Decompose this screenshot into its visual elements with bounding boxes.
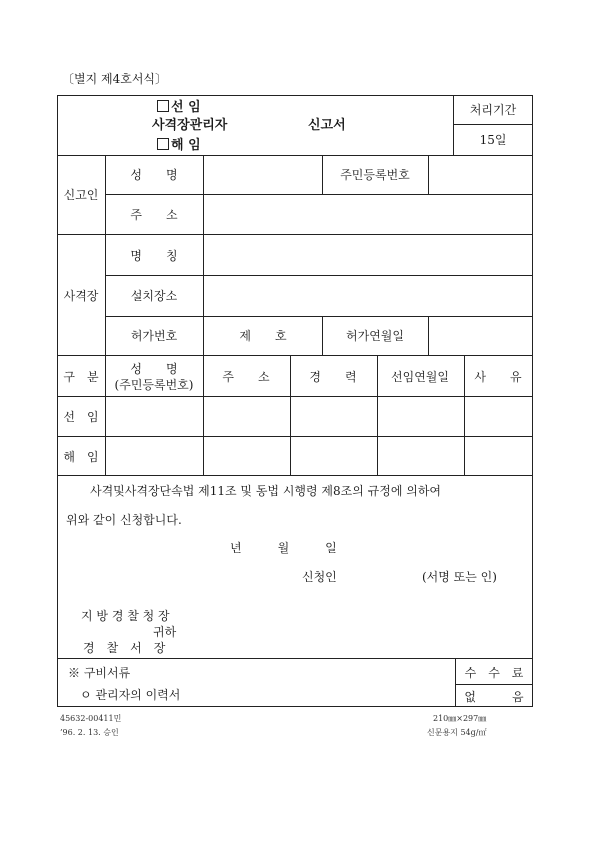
range-permit-date-label: 허가연월일 xyxy=(346,329,404,343)
row-label-dismiss: 해 임 xyxy=(63,450,99,464)
recipient-honorific: 귀하 xyxy=(153,625,177,639)
recipient-police-station: 경 찰 서 장 xyxy=(83,641,166,655)
processing-period-value: 15일 xyxy=(479,133,507,147)
col-header-type: 구 분 xyxy=(63,370,99,384)
table-row-dismiss[interactable] xyxy=(106,437,532,475)
range-permit-number-label: 허가번호 xyxy=(130,329,178,343)
range-name-field[interactable] xyxy=(204,235,532,275)
col-header-id: (주민등록번호) xyxy=(114,378,194,392)
statement-date: 년 월 일 xyxy=(230,541,337,555)
col-header-date: 선임연월일 xyxy=(391,370,449,384)
col-header-reason: 사 유 xyxy=(474,370,522,384)
title-report: 신고서 xyxy=(308,118,346,133)
range-permit-date-field[interactable] xyxy=(429,317,532,355)
table-row-appoint[interactable] xyxy=(106,397,532,436)
col-header-address: 주 소 xyxy=(222,370,270,384)
paper-size: 210㎜×297㎜ xyxy=(433,714,487,723)
reporter-address-label: 주 소 xyxy=(130,208,178,222)
recipient-provincial-police: 지 방 경 찰 청 장 xyxy=(81,609,170,623)
checkbox-icon[interactable] xyxy=(157,100,169,112)
fee-value: 없 음 xyxy=(464,690,524,704)
approval-date: ’96. 2. 13. 승인 xyxy=(60,728,119,737)
frame-top xyxy=(57,95,533,96)
col-header-career: 경 력 xyxy=(309,370,357,384)
reporter-name-field[interactable] xyxy=(204,156,322,194)
reporter-id-label: 주민등록번호 xyxy=(340,168,410,182)
frame-right xyxy=(532,95,533,707)
title-appoint-option[interactable]: 선 임 xyxy=(157,100,201,115)
col-header-name: 성 명 xyxy=(130,362,178,376)
applicant-label: 신청인 xyxy=(302,570,337,584)
statement-line-1: 사격및사격장단속법 제11조 및 동법 시행령 제8조의 규정에 의하여 xyxy=(90,484,441,498)
frame-left xyxy=(57,95,58,707)
form-code: 45632-00411민 xyxy=(60,714,122,723)
applicant-field[interactable] xyxy=(346,566,416,586)
range-name-label: 명 칭 xyxy=(130,249,178,263)
frame-bottom xyxy=(57,706,533,707)
range-section-label: 사격장 xyxy=(63,289,99,303)
range-permit-number-field[interactable]: 제 호 xyxy=(239,329,287,343)
processing-period-label: 처리기간 xyxy=(469,103,517,117)
title-main: 사격장관리자 xyxy=(152,118,228,133)
required-docs-label: ※ 구비서류 xyxy=(68,666,131,680)
paper-type: 신문용지 54g/㎡ xyxy=(427,728,487,737)
required-docs-item: ㅇ 관리자의 이력서 xyxy=(80,688,181,702)
reporter-section-label: 신고인 xyxy=(63,188,99,202)
title-dismiss-option[interactable]: 해 임 xyxy=(157,138,201,153)
form-number-label: 〔별지 제4호서식〕 xyxy=(62,72,168,86)
checkbox-icon[interactable] xyxy=(157,138,169,150)
statement-line-2: 위와 같이 신청합니다. xyxy=(66,513,182,527)
reporter-id-field[interactable] xyxy=(429,156,532,194)
reporter-name-label: 성 명 xyxy=(130,168,178,182)
reporter-address-field[interactable] xyxy=(204,195,532,234)
row-label-appoint: 선 임 xyxy=(63,410,99,424)
range-location-label: 설치장소 xyxy=(130,289,178,303)
range-location-field[interactable] xyxy=(204,276,532,316)
fee-label: 수 수 료 xyxy=(464,666,524,680)
signature-label: (서명 또는 인) xyxy=(422,570,497,584)
